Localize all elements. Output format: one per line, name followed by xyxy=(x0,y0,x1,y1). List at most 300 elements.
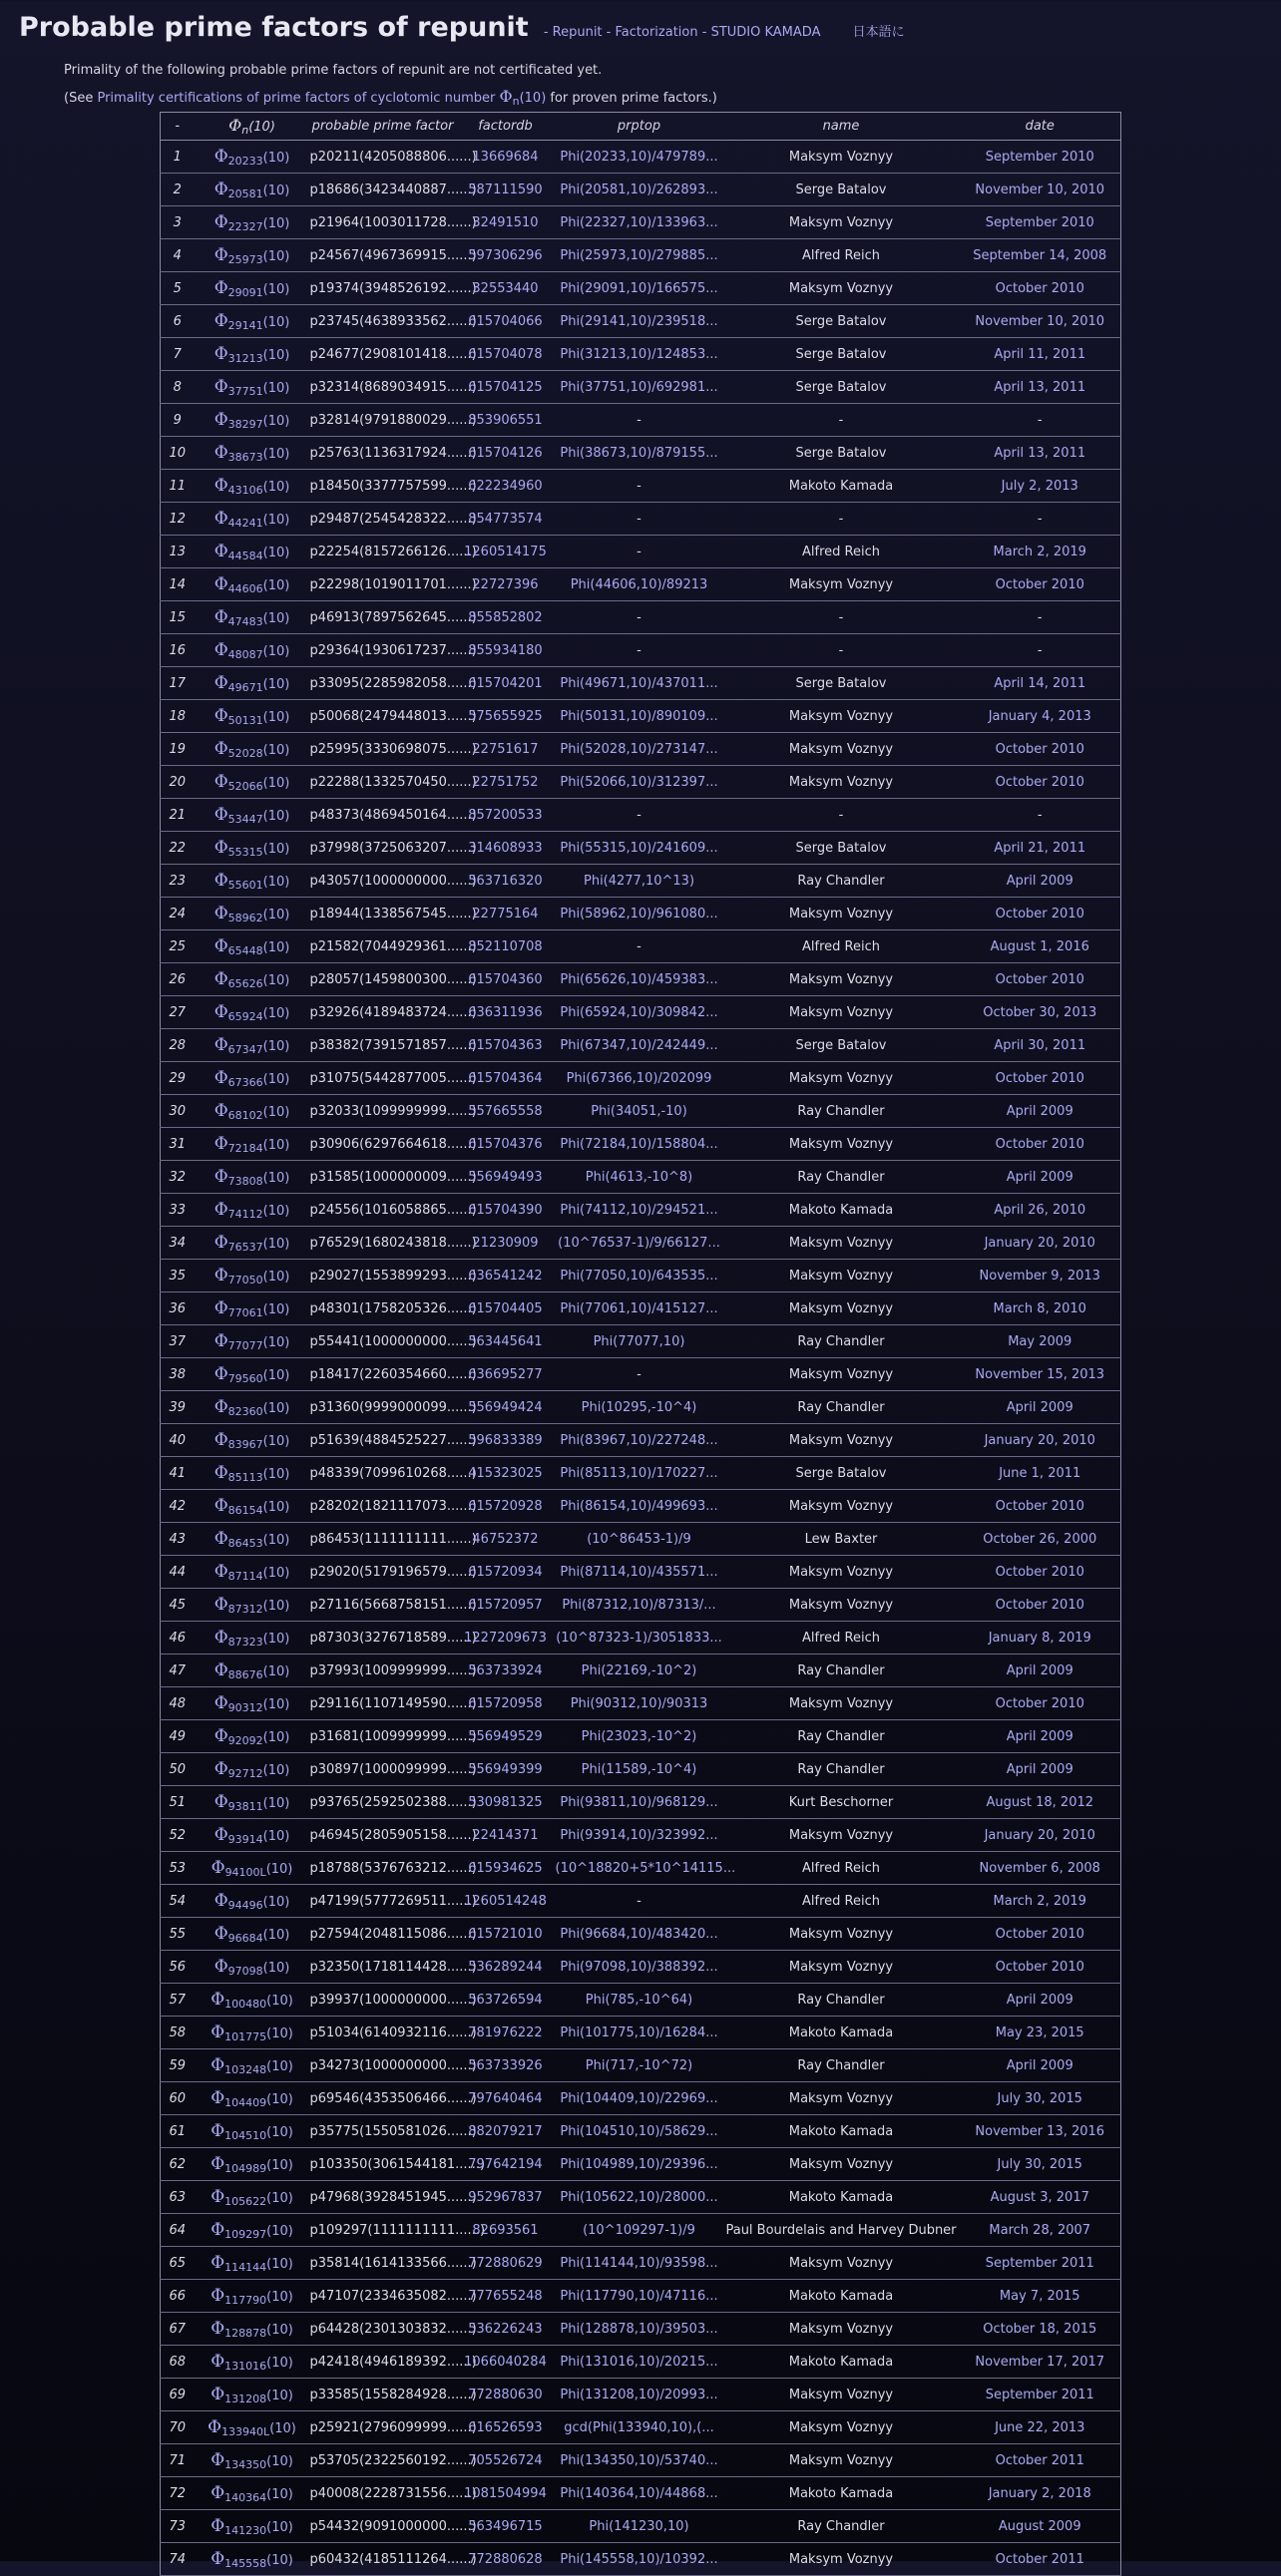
date-link[interactable]: April 2009 xyxy=(960,2049,1121,2082)
phi-argument[interactable]: (10) xyxy=(262,1795,290,1811)
date-link[interactable]: July 30, 2015 xyxy=(960,2148,1121,2181)
phi-index[interactable]: 103248 xyxy=(224,2062,267,2076)
phi-index[interactable]: 104409 xyxy=(224,2095,267,2109)
cyclotomic-link[interactable] xyxy=(195,1424,310,1457)
prptop-link[interactable]: Phi(785,-10^64) xyxy=(556,1984,723,2017)
date-link[interactable]: November 17, 2017 xyxy=(960,2346,1121,2379)
phi-symbol[interactable]: Φ xyxy=(214,1265,228,1286)
date-link[interactable]: November 13, 2016 xyxy=(960,2115,1121,2148)
factordb-link[interactable]: 615704126 xyxy=(456,437,556,470)
phi-argument[interactable]: (10) xyxy=(266,2289,293,2305)
factordb-link[interactable]: 857200533 xyxy=(456,799,556,832)
phi-symbol[interactable]: Φ xyxy=(214,705,228,726)
factordb-link[interactable]: 797642194 xyxy=(456,2148,556,2181)
prptop-link[interactable]: Phi(87312,10)/87313/... xyxy=(556,1589,723,1622)
cyclotomic-link[interactable] xyxy=(195,898,310,930)
phi-symbol[interactable]: Φ xyxy=(214,1232,228,1253)
phi-index[interactable]: 88676 xyxy=(227,1667,263,1681)
phi-index[interactable]: 93914 xyxy=(227,1832,263,1846)
factordb-link[interactable]: 22751617 xyxy=(456,733,556,766)
phi-index[interactable]: 93811 xyxy=(227,1799,263,1813)
factordb-link[interactable]: 1260514175 xyxy=(456,536,556,568)
phi-argument[interactable]: (10) xyxy=(262,248,290,264)
cyclotomic-link[interactable] xyxy=(195,2049,310,2082)
date-link[interactable]: September 14, 2008 xyxy=(960,239,1121,272)
date-link[interactable]: November 10, 2010 xyxy=(960,305,1121,338)
factordb-link[interactable]: 563733924 xyxy=(456,1655,556,1687)
factordb-link[interactable]: 21230909 xyxy=(456,1227,556,1260)
breadcrumb-link-repunit[interactable]: Repunit xyxy=(552,25,603,40)
phi-index[interactable]: 65924 xyxy=(227,1009,263,1023)
prptop-link[interactable]: Phi(20581,10)/262893... xyxy=(556,174,723,206)
phi-argument[interactable]: (10) xyxy=(262,676,290,692)
phi-index[interactable]: 44606 xyxy=(227,581,263,595)
phi-index[interactable]: 79560 xyxy=(227,1371,263,1385)
phi-argument[interactable]: (10) xyxy=(262,1269,290,1285)
prptop-link[interactable]: Phi(77050,10)/643535... xyxy=(556,1260,723,1292)
phi-argument[interactable]: (10) xyxy=(266,2058,293,2074)
phi-index[interactable]: 20233 xyxy=(227,154,263,168)
phi-symbol[interactable]: Φ xyxy=(214,1627,228,1648)
date-link[interactable]: October 2010 xyxy=(960,733,1121,766)
date-link[interactable]: April 14, 2011 xyxy=(960,667,1121,700)
date-link[interactable]: October 26, 2000 xyxy=(960,1523,1121,1556)
factordb-link[interactable]: 22727396 xyxy=(456,568,556,601)
factordb-link[interactable]: 596833389 xyxy=(456,1424,556,1457)
factordb-link[interactable]: 13669684 xyxy=(456,141,556,174)
phi-symbol[interactable]: Φ xyxy=(211,2153,225,2174)
phi-symbol[interactable]: Φ xyxy=(214,1166,228,1187)
phi-argument[interactable]: (10) xyxy=(266,1993,293,2009)
phi-symbol[interactable]: Φ xyxy=(211,2120,225,2141)
cyclotomic-link[interactable] xyxy=(195,568,310,601)
cyclotomic-link[interactable] xyxy=(195,338,310,371)
factordb-link[interactable]: 615704078 xyxy=(456,338,556,371)
date-link[interactable]: September 2010 xyxy=(960,206,1121,239)
date-link[interactable]: October 2010 xyxy=(960,1490,1121,1523)
phi-symbol[interactable]: Φ xyxy=(214,804,228,825)
factordb-link[interactable]: 797640464 xyxy=(456,2082,556,2115)
prptop-link[interactable]: Phi(11589,-10^4) xyxy=(556,1753,723,1786)
phi-symbol[interactable]: Φ xyxy=(211,2285,225,2306)
phi-symbol[interactable]: Φ xyxy=(214,771,228,792)
phi-symbol[interactable]: Φ xyxy=(211,2351,225,2372)
cyclotomic-link[interactable] xyxy=(195,766,310,799)
phi-symbol[interactable]: Φ xyxy=(211,2054,225,2075)
phi-argument[interactable]: (10) xyxy=(266,2486,293,2502)
phi-subscript[interactable]: n xyxy=(512,95,520,108)
date-link[interactable]: April 2009 xyxy=(960,865,1121,898)
date-link[interactable]: September 2010 xyxy=(960,141,1121,174)
factordb-link[interactable]: 616526593 xyxy=(456,2411,556,2444)
phi-symbol[interactable]: Φ xyxy=(214,1363,228,1384)
date-link[interactable]: January 4, 2013 xyxy=(960,700,1121,733)
cyclotomic-link[interactable] xyxy=(195,470,310,503)
date-link[interactable]: October 18, 2015 xyxy=(960,2313,1121,2346)
date-link[interactable]: March 2, 2019 xyxy=(960,1885,1121,1918)
cyclotomic-link[interactable] xyxy=(195,1062,310,1095)
certifications-link[interactable] xyxy=(97,87,547,108)
phi-argument[interactable]: (10) xyxy=(262,742,290,758)
phi-symbol[interactable]: Φ xyxy=(214,1133,228,1154)
date-link[interactable]: January 2, 2018 xyxy=(960,2477,1121,2510)
phi-symbol[interactable]: Φ xyxy=(214,343,228,364)
prptop-link[interactable]: Phi(58962,10)/961080... xyxy=(556,898,723,930)
date-link[interactable]: July 2, 2013 xyxy=(960,470,1121,503)
phi-argument[interactable]: (10) xyxy=(266,2091,293,2107)
factordb-link[interactable]: 615704363 xyxy=(456,1029,556,1062)
phi-index[interactable]: 37751 xyxy=(227,384,263,398)
phi-symbol[interactable]: Φ xyxy=(211,2449,225,2470)
date-link[interactable]: October 2010 xyxy=(960,1062,1121,1095)
date-link[interactable]: August 1, 2016 xyxy=(960,930,1121,963)
prptop-link[interactable]: Phi(85113,10)/170227... xyxy=(556,1457,723,1490)
cyclotomic-link[interactable] xyxy=(195,865,310,898)
prptop-link[interactable]: Phi(87114,10)/435571... xyxy=(556,1556,723,1589)
phi-symbol[interactable]: Φ xyxy=(214,837,228,858)
phi-index[interactable]: 67347 xyxy=(227,1042,263,1056)
factordb-link[interactable]: 22414371 xyxy=(456,1819,556,1852)
factordb-link[interactable]: 536226243 xyxy=(456,2313,556,2346)
date-link[interactable]: April 2009 xyxy=(960,1720,1121,1753)
phi-argument[interactable]: (10) xyxy=(262,1071,290,1087)
phi-argument[interactable]: (10) xyxy=(262,1696,290,1712)
phi-argument[interactable]: (10) xyxy=(262,709,290,725)
factordb-link[interactable]: 82693561 xyxy=(456,2214,556,2247)
phi-argument[interactable]: (10) xyxy=(262,215,290,231)
factordb-link[interactable]: 1260514248 xyxy=(456,1885,556,1918)
prptop-link[interactable]: Phi(104989,10)/29396... xyxy=(556,2148,723,2181)
factordb-link[interactable]: 615704066 xyxy=(456,305,556,338)
date-link[interactable]: May 7, 2015 xyxy=(960,2280,1121,2313)
phi-index[interactable]: 72184 xyxy=(227,1141,263,1155)
phi-argument[interactable]: (10) xyxy=(262,1960,290,1976)
phi-argument[interactable]: (10) xyxy=(262,1532,290,1548)
phi-symbol[interactable]: Φ xyxy=(211,2548,225,2569)
phi-symbol[interactable]: Φ xyxy=(214,738,228,759)
phi-symbol[interactable]: Φ xyxy=(214,1692,228,1713)
cyclotomic-link[interactable] xyxy=(195,141,310,174)
cyclotomic-link[interactable] xyxy=(195,1852,310,1885)
phi-index[interactable]: 68102 xyxy=(227,1108,263,1122)
phi-symbol[interactable]: Φ xyxy=(214,1462,228,1483)
phi-argument[interactable]: (10) xyxy=(262,183,290,198)
cyclotomic-link[interactable] xyxy=(195,1391,310,1424)
factordb-link[interactable]: 1081504994 xyxy=(456,2477,556,2510)
phi-argument[interactable]: (10) xyxy=(266,2256,293,2272)
factordb-link[interactable]: 615704201 xyxy=(456,667,556,700)
factordb-link[interactable]: 556949424 xyxy=(456,1391,556,1424)
prptop-link[interactable]: Phi(44606,10)/89213 xyxy=(556,568,723,601)
phi-index[interactable]: 86154 xyxy=(227,1503,263,1517)
factordb-link[interactable]: 622234960 xyxy=(456,470,556,503)
factordb-link[interactable]: 853906551 xyxy=(456,404,556,437)
prptop-link[interactable]: Phi(134350,10)/53740... xyxy=(556,2444,723,2477)
cyclotomic-link[interactable] xyxy=(195,503,310,536)
phi-index[interactable]: 117790 xyxy=(224,2293,267,2307)
prptop-link[interactable]: gcd(Phi(133940,10),(... xyxy=(556,2411,723,2444)
phi-index[interactable]: 94100L xyxy=(224,1865,266,1879)
date-link[interactable]: April 26, 2010 xyxy=(960,1194,1121,1227)
phi-argument[interactable]: (10) xyxy=(266,2025,293,2041)
prptop-link[interactable]: Phi(49671,10)/437011... xyxy=(556,667,723,700)
cyclotomic-link[interactable] xyxy=(195,1523,310,1556)
phi-index[interactable]: 20581 xyxy=(227,186,263,200)
phi-symbol[interactable]: Φ xyxy=(214,244,228,265)
phi-symbol[interactable]: Φ xyxy=(214,1034,228,1055)
cyclotomic-link[interactable] xyxy=(195,2477,310,2510)
date-link[interactable]: April 2009 xyxy=(960,1655,1121,1687)
phi-argument[interactable]: (10) xyxy=(262,281,290,297)
cyclotomic-link[interactable] xyxy=(195,963,310,996)
phi-index[interactable]: 131208 xyxy=(224,2392,267,2405)
phi-argument[interactable]: (10) xyxy=(262,808,290,824)
cyclotomic-link[interactable] xyxy=(195,799,310,832)
cyclotomic-link[interactable] xyxy=(195,1951,310,1984)
phi-index[interactable]: 82360 xyxy=(227,1404,263,1418)
phi-index[interactable]: 49671 xyxy=(227,680,263,694)
phi-symbol[interactable]: Φ xyxy=(214,1561,228,1582)
factordb-link[interactable]: 22751752 xyxy=(456,766,556,799)
phi-index[interactable]: 77050 xyxy=(227,1273,263,1287)
phi-index[interactable]: 87114 xyxy=(227,1569,263,1583)
prptop-link[interactable]: Phi(22169,-10^2) xyxy=(556,1655,723,1687)
cyclotomic-link[interactable] xyxy=(195,1753,310,1786)
phi-argument[interactable]: (10) xyxy=(262,1005,290,1021)
factordb-link[interactable]: 772880629 xyxy=(456,2247,556,2280)
phi-symbol[interactable]: Φ xyxy=(214,870,228,891)
date-link[interactable]: March 2, 2019 xyxy=(960,536,1121,568)
date-link[interactable]: October 2010 xyxy=(960,1687,1121,1720)
prptop-link[interactable]: Phi(97098,10)/388392... xyxy=(556,1951,723,1984)
factordb-link[interactable]: 1066040284 xyxy=(456,2346,556,2379)
phi-argument[interactable]: (10) xyxy=(266,2124,293,2140)
factordb-link[interactable]: 615704125 xyxy=(456,371,556,404)
phi-symbol[interactable]: Φ xyxy=(214,1199,228,1220)
factordb-link[interactable]: 882079217 xyxy=(456,2115,556,2148)
factordb-link[interactable]: 777655248 xyxy=(456,2280,556,2313)
phi-index[interactable]: 114144 xyxy=(224,2260,267,2274)
cyclotomic-link[interactable] xyxy=(195,437,310,470)
cyclotomic-link[interactable] xyxy=(195,2313,310,2346)
phi-symbol[interactable]: Φ xyxy=(214,1594,228,1615)
phi-index[interactable]: 29141 xyxy=(227,318,263,332)
phi-index[interactable]: 55601 xyxy=(227,878,263,892)
date-link[interactable]: November 10, 2010 xyxy=(960,174,1121,206)
phi-index[interactable]: 73808 xyxy=(227,1174,263,1188)
date-link[interactable]: October 2010 xyxy=(960,568,1121,601)
prptop-link[interactable]: Phi(67366,10)/202099 xyxy=(556,1062,723,1095)
phi-index[interactable]: 90312 xyxy=(227,1700,263,1714)
phi-index[interactable]: 141230 xyxy=(224,2523,267,2537)
date-link[interactable]: April 2009 xyxy=(960,1161,1121,1194)
cyclotomic-link[interactable] xyxy=(195,371,310,404)
date-link[interactable]: October 2010 xyxy=(960,1589,1121,1622)
factordb-link[interactable]: 536289244 xyxy=(456,1951,556,1984)
phi-index[interactable]: 83967 xyxy=(227,1437,263,1451)
phi-index[interactable]: 55315 xyxy=(227,845,263,859)
date-link[interactable]: August 18, 2012 xyxy=(960,1786,1121,1819)
phi-argument[interactable]: (10) xyxy=(262,1762,290,1778)
date-link[interactable]: January 20, 2010 xyxy=(960,1424,1121,1457)
prptop-link[interactable]: Phi(37751,10)/692981... xyxy=(556,371,723,404)
phi-argument[interactable]: (10) xyxy=(262,1894,290,1910)
cyclotomic-link[interactable] xyxy=(195,2444,310,2477)
date-link[interactable]: October 2010 xyxy=(960,1918,1121,1951)
phi-index[interactable]: 65626 xyxy=(227,976,263,990)
prptop-link[interactable]: Phi(93914,10)/323992... xyxy=(556,1819,723,1852)
cyclotomic-link[interactable] xyxy=(195,1885,310,1918)
phi-argument[interactable]: (10) xyxy=(262,1927,290,1943)
factordb-link[interactable]: 563733926 xyxy=(456,2049,556,2082)
phi-index[interactable]: 87312 xyxy=(227,1602,263,1616)
phi-argument[interactable]: (10) xyxy=(262,577,290,593)
cyclotomic-link[interactable] xyxy=(195,305,310,338)
phi-argument[interactable]: (10) xyxy=(262,775,290,791)
phi-index[interactable]: 128878 xyxy=(224,2326,267,2340)
cyclotomic-link[interactable] xyxy=(195,2411,310,2444)
prptop-link[interactable]: Phi(29141,10)/239518... xyxy=(556,305,723,338)
cyclotomic-link[interactable] xyxy=(195,1786,310,1819)
phi-symbol[interactable]: Φ xyxy=(211,2022,225,2042)
factordb-link[interactable]: 615720957 xyxy=(456,1589,556,1622)
factordb-link[interactable]: 615934625 xyxy=(456,1852,556,1885)
phi-index[interactable]: 92712 xyxy=(227,1766,263,1780)
prptop-link[interactable]: Phi(77077,10) xyxy=(556,1325,723,1358)
date-link[interactable]: January 8, 2019 xyxy=(960,1622,1121,1655)
date-link[interactable]: September 2011 xyxy=(960,2247,1121,2280)
phi-argument[interactable]: (10) xyxy=(262,1433,290,1449)
phi-index[interactable]: 44584 xyxy=(227,549,263,562)
prptop-link[interactable]: Phi(4277,10^13) xyxy=(556,865,723,898)
cyclotomic-link[interactable] xyxy=(195,272,310,305)
phi-argument[interactable]: (10) xyxy=(262,446,290,462)
cyclotomic-link[interactable] xyxy=(195,996,310,1029)
cyclotomic-link[interactable] xyxy=(195,2017,310,2049)
phi-symbol[interactable]: Φ xyxy=(211,1857,225,1878)
cyclotomic-link[interactable] xyxy=(195,1687,310,1720)
prptop-link[interactable]: Phi(90312,10)/90313 xyxy=(556,1687,723,1720)
phi-symbol[interactable]: Φ xyxy=(214,1396,228,1417)
factordb-link[interactable]: 615704364 xyxy=(456,1062,556,1095)
phi-index[interactable]: 74112 xyxy=(227,1207,263,1221)
phi-argument[interactable]: (10) xyxy=(262,972,290,988)
phi-argument[interactable]: (10) xyxy=(265,1861,293,1877)
phi-index[interactable]: 133940L xyxy=(221,2424,270,2438)
phi-symbol[interactable]: Φ xyxy=(214,475,228,496)
phi-index[interactable]: 97098 xyxy=(227,1964,263,1978)
phi-index[interactable]: 86453 xyxy=(227,1536,263,1550)
prptop-link[interactable]: Phi(131208,10)/20993... xyxy=(556,2379,723,2411)
phi-index[interactable]: 53447 xyxy=(227,812,263,826)
factordb-link[interactable]: 615721010 xyxy=(456,1918,556,1951)
cyclotomic-link[interactable] xyxy=(195,1918,310,1951)
phi-symbol[interactable]: Φ xyxy=(214,376,228,397)
factordb-link[interactable]: 22775164 xyxy=(456,898,556,930)
prptop-link[interactable]: Phi(65924,10)/309842... xyxy=(556,996,723,1029)
prptop-link[interactable]: Phi(114144,10)/93598... xyxy=(556,2247,723,2280)
phi-symbol[interactable]: Φ xyxy=(214,1067,228,1088)
phi-symbol[interactable]: Φ xyxy=(214,442,228,463)
phi-argument[interactable]: (10) xyxy=(262,874,290,890)
phi-argument[interactable]: (10) xyxy=(262,1466,290,1482)
factordb-link[interactable]: 563445641 xyxy=(456,1325,556,1358)
factordb-link[interactable]: 636311936 xyxy=(456,996,556,1029)
phi-argument[interactable]: (10) xyxy=(266,2223,293,2239)
factordb-link[interactable]: 636541242 xyxy=(456,1260,556,1292)
phi-index[interactable]: 38297 xyxy=(227,417,263,431)
prptop-link[interactable]: Phi(717,-10^72) xyxy=(556,2049,723,2082)
prptop-link[interactable]: Phi(131016,10)/20215... xyxy=(556,2346,723,2379)
phi-symbol[interactable]: Φ xyxy=(214,903,228,923)
phi-index[interactable]: 101775 xyxy=(224,2029,267,2043)
phi-argument[interactable]: (10) xyxy=(262,1301,290,1317)
factordb-link[interactable]: 556949529 xyxy=(456,1720,556,1753)
date-link[interactable]: April 21, 2011 xyxy=(960,832,1121,865)
phi-symbol[interactable]: Φ xyxy=(214,179,228,199)
phi-index[interactable]: 131016 xyxy=(224,2359,267,2373)
phi-argument[interactable]: (10) xyxy=(262,841,290,857)
prptop-link[interactable]: Phi(31213,10)/124853... xyxy=(556,338,723,371)
cyclotomic-link[interactable] xyxy=(195,930,310,963)
date-link[interactable]: October 2010 xyxy=(960,963,1121,996)
cyclotomic-link[interactable] xyxy=(195,1194,310,1227)
date-link[interactable]: April 11, 2011 xyxy=(960,338,1121,371)
cyclotomic-link[interactable] xyxy=(195,1095,310,1128)
date-link[interactable]: November 6, 2008 xyxy=(960,1852,1121,1885)
date-link[interactable]: January 20, 2010 xyxy=(960,1819,1121,1852)
phi-index[interactable]: 44241 xyxy=(227,516,263,530)
language-link-japanese[interactable]: 日本語に xyxy=(852,25,905,40)
phi-symbol[interactable]: Φ xyxy=(214,1100,228,1121)
phi-index[interactable]: 94496 xyxy=(227,1898,263,1912)
date-link[interactable]: May 2009 xyxy=(960,1325,1121,1358)
prptop-link[interactable]: Phi(74112,10)/294521... xyxy=(556,1194,723,1227)
date-link[interactable]: June 1, 2011 xyxy=(960,1457,1121,1490)
cyclotomic-link[interactable] xyxy=(195,239,310,272)
cyclotomic-link[interactable] xyxy=(195,1720,310,1753)
prptop-link[interactable]: Phi(34051,-10) xyxy=(556,1095,723,1128)
phi-symbol[interactable]: Φ xyxy=(214,606,228,627)
cyclotomic-link[interactable] xyxy=(195,1655,310,1687)
phi-index[interactable]: 67366 xyxy=(227,1075,263,1089)
prptop-link[interactable]: (10^87323-1)/3051833... xyxy=(556,1622,723,1655)
prptop-link[interactable]: Phi(29091,10)/166575... xyxy=(556,272,723,305)
phi-argument[interactable]: (10) xyxy=(262,1631,290,1647)
cyclotomic-link[interactable] xyxy=(195,2181,310,2214)
phi-symbol[interactable]: Φ xyxy=(214,1001,228,1022)
phi-argument[interactable]: (10) xyxy=(262,1334,290,1350)
phi-argument[interactable]: (10) xyxy=(262,939,290,955)
factordb-link[interactable]: 556949399 xyxy=(456,1753,556,1786)
phi-symbol[interactable]: Φ xyxy=(214,1890,228,1911)
factordb-link[interactable]: 855934180 xyxy=(456,634,556,667)
cyclotomic-link[interactable] xyxy=(195,1161,310,1194)
factordb-link[interactable]: 563716320 xyxy=(456,865,556,898)
phi-argument[interactable]: (10) xyxy=(262,347,290,363)
phi-argument[interactable]: (10) xyxy=(266,2552,293,2568)
date-link[interactable]: June 22, 2013 xyxy=(960,2411,1121,2444)
phi-argument[interactable]: (10) xyxy=(262,314,290,330)
phi-symbol[interactable]: Φ xyxy=(214,277,228,298)
phi-symbol[interactable]: Φ xyxy=(211,2384,225,2404)
phi-index[interactable]: 25973 xyxy=(227,252,263,266)
phi-argument[interactable]: (10) xyxy=(266,2453,293,2469)
cyclotomic-link[interactable] xyxy=(195,1556,310,1589)
phi-index[interactable]: 104510 xyxy=(224,2128,267,2142)
phi-symbol[interactable]: Φ xyxy=(208,2416,222,2437)
phi-symbol[interactable]: Φ xyxy=(214,409,228,430)
